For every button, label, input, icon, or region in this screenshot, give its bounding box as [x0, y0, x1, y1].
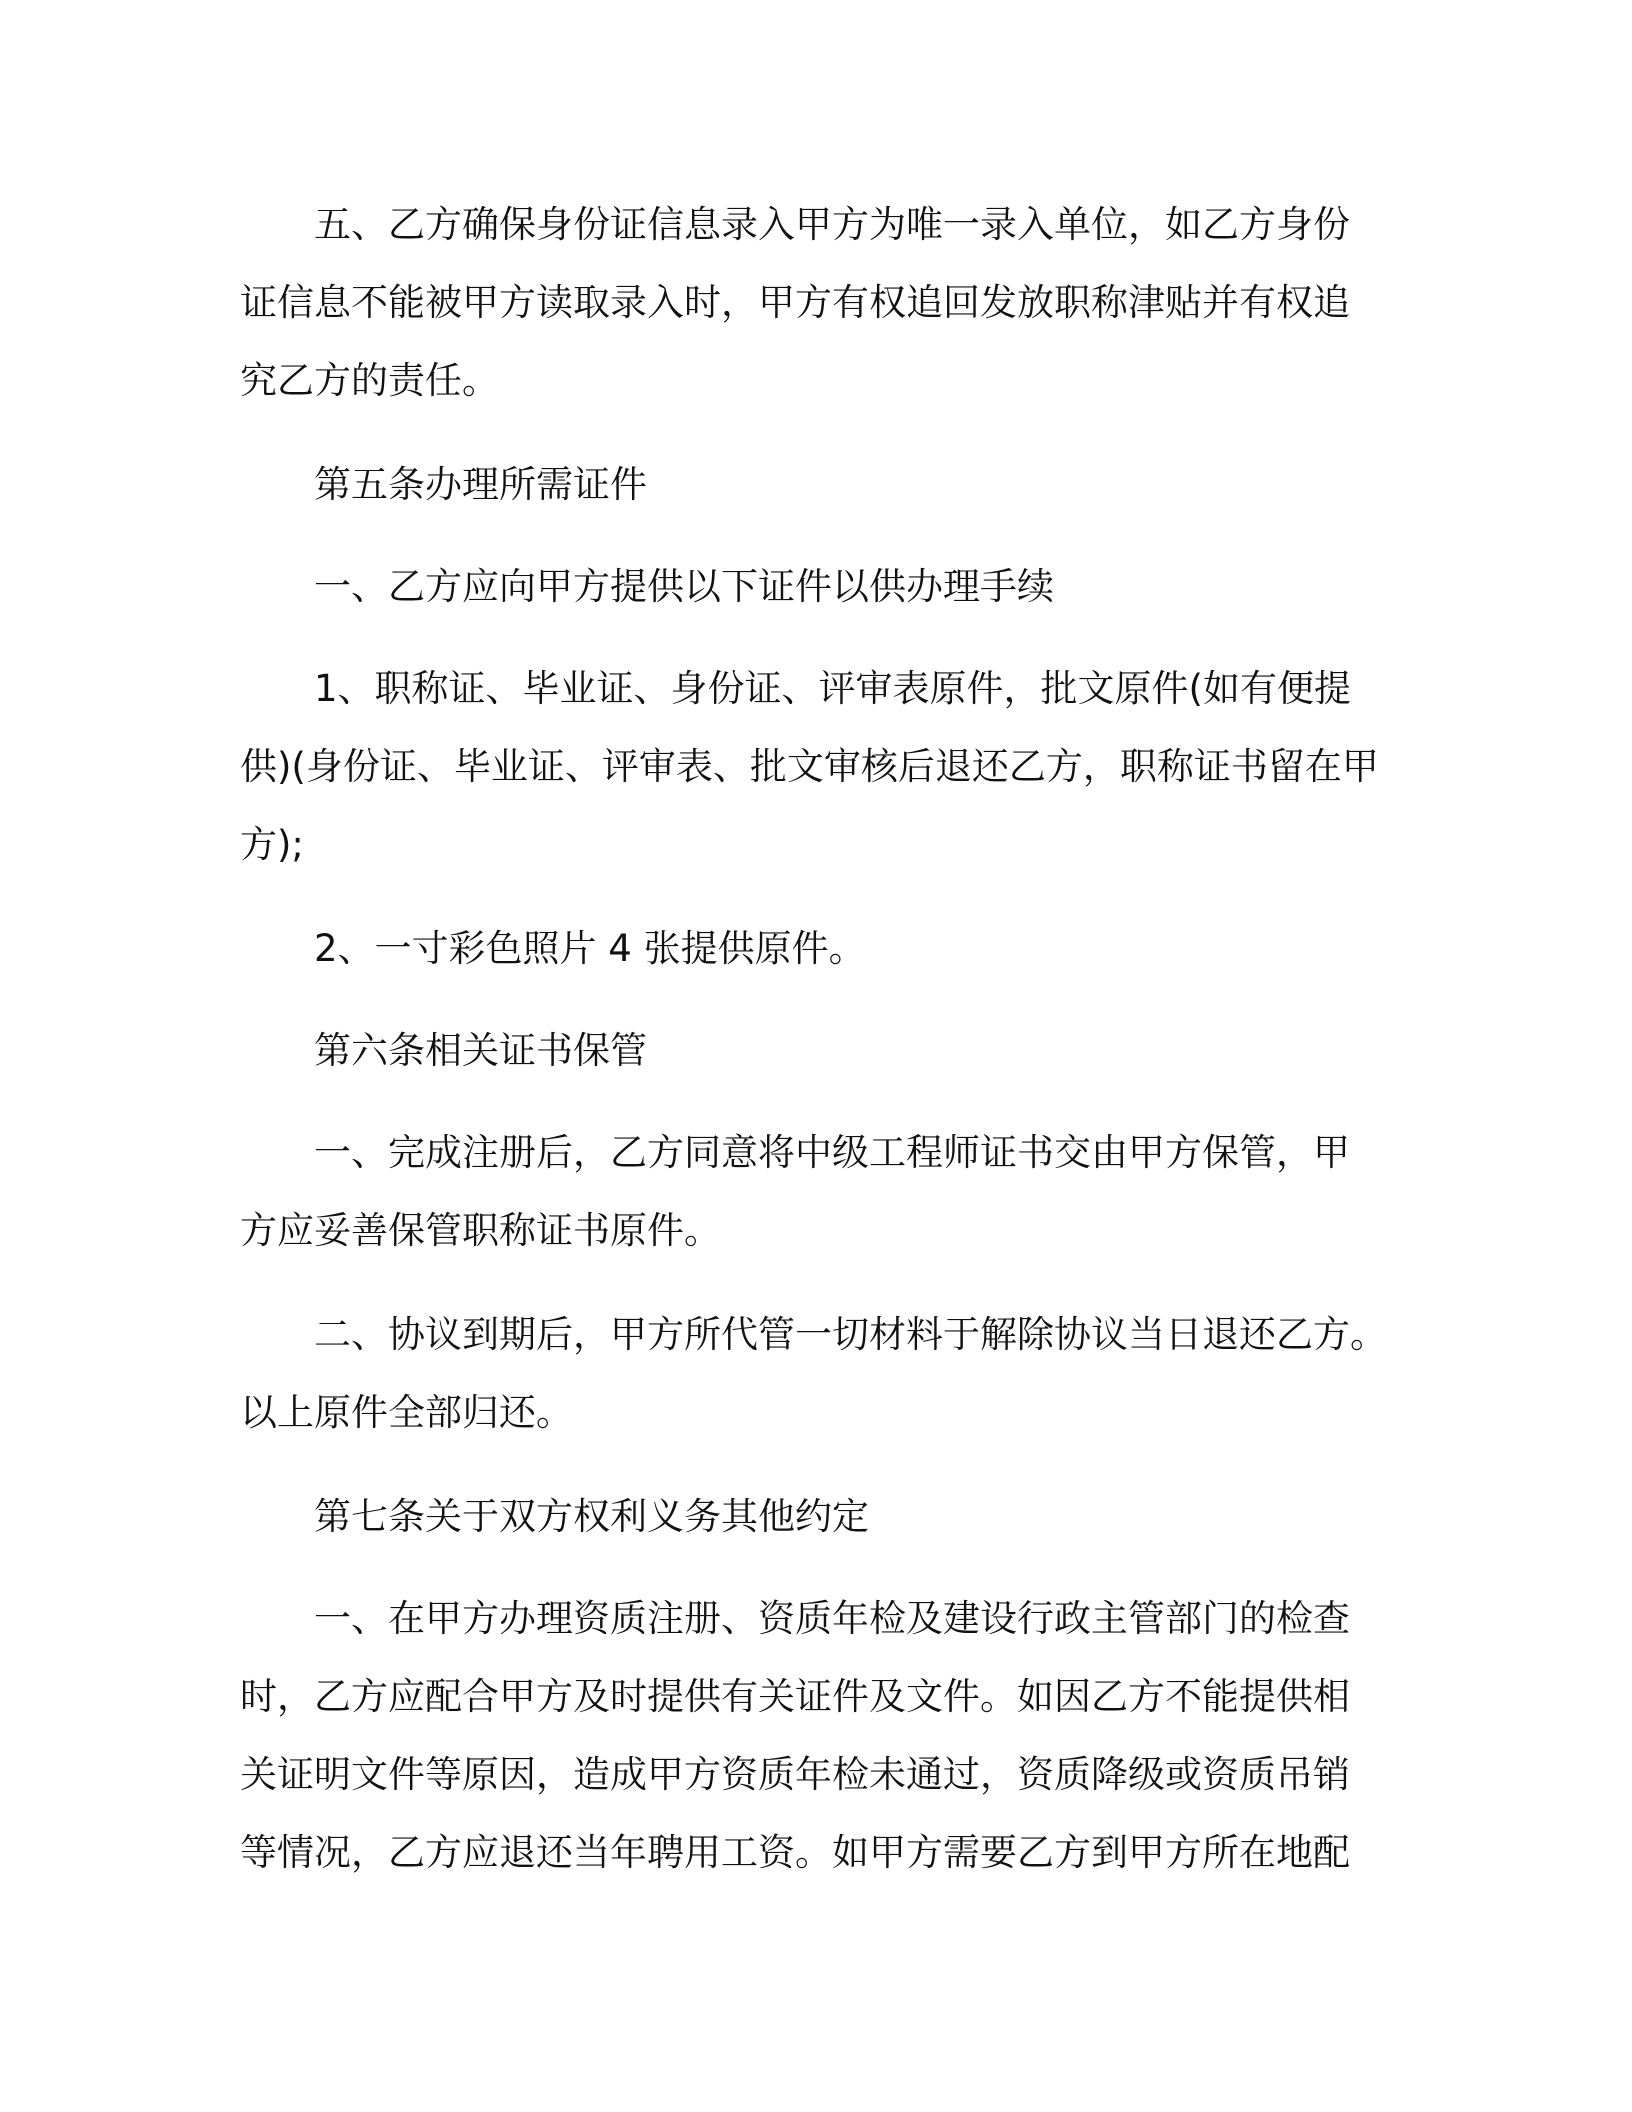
paragraph-line: 等情况，乙方应退还当年聘用工资。如甲方需要乙方到甲方所在地配: [240, 1831, 1350, 1874]
paragraph-line: 究乙方的责任。: [240, 359, 499, 402]
paragraph-line: 五、乙方确保身份证信息录入甲方为唯一录入单位，如乙方身份: [314, 203, 1350, 246]
section-heading: 第六条相关证书保管: [314, 1029, 647, 1072]
paragraph-line: 1、职称证、毕业证、身份证、评审表原件，批文原件(如有便提: [314, 667, 1351, 710]
heading-article-6: [240, 1012, 1390, 1090]
paragraph-line: 一、完成注册后，乙方同意将中级工程师证书交由甲方保管，甲: [314, 1131, 1350, 1174]
paragraph-line: 方应妥善保管职称证书原件。: [240, 1209, 721, 1252]
paragraph-line: 2、一寸彩色照片 4 张提供原件。: [314, 927, 866, 970]
paragraph-line: 二、协议到期后，甲方所代管一切材料于解除协议当日退还乙方。: [314, 1313, 1387, 1356]
paragraph-item-2: [240, 910, 1390, 988]
paragraph-line: 一、乙方应向甲方提供以下证件以供办理手续: [314, 565, 1054, 608]
heading-article-5: [240, 446, 1390, 524]
paragraph-line: 供)(身份证、毕业证、评审表、批文审核后退还乙方，职称证书留在甲: [240, 745, 1379, 788]
paragraph-item-1: [240, 650, 1390, 884]
paragraph-article-7-1: [240, 1580, 1390, 1892]
paragraph-line: 方);: [240, 823, 304, 866]
paragraph-article-5-1: [240, 548, 1390, 626]
paragraph-article-6-1: [240, 1114, 1390, 1270]
paragraph-line: 关证明文件等原因，造成甲方资质年检未通过，资质降级或资质吊销: [240, 1753, 1350, 1796]
paragraph-line: 以上原件全部归还。: [240, 1391, 573, 1434]
paragraph-article-6-2: [240, 1296, 1390, 1452]
paragraph-line: 时，乙方应配合甲方及时提供有关证件及文件。如因乙方不能提供相: [240, 1675, 1350, 1718]
paragraph-clause-5-5: [240, 186, 1390, 420]
heading-article-7: [240, 1478, 1390, 1556]
paragraph-line: 证信息不能被甲方读取录入时，甲方有权追回发放职称津贴并有权追: [240, 281, 1350, 324]
section-heading: 第五条办理所需证件: [314, 463, 647, 506]
section-heading: 第七条关于双方权利义务其他约定: [314, 1495, 869, 1538]
paragraph-line: 一、在甲方办理资质注册、资质年检及建设行政主管部门的检查: [314, 1597, 1350, 1640]
document-body: [240, 186, 1390, 1892]
